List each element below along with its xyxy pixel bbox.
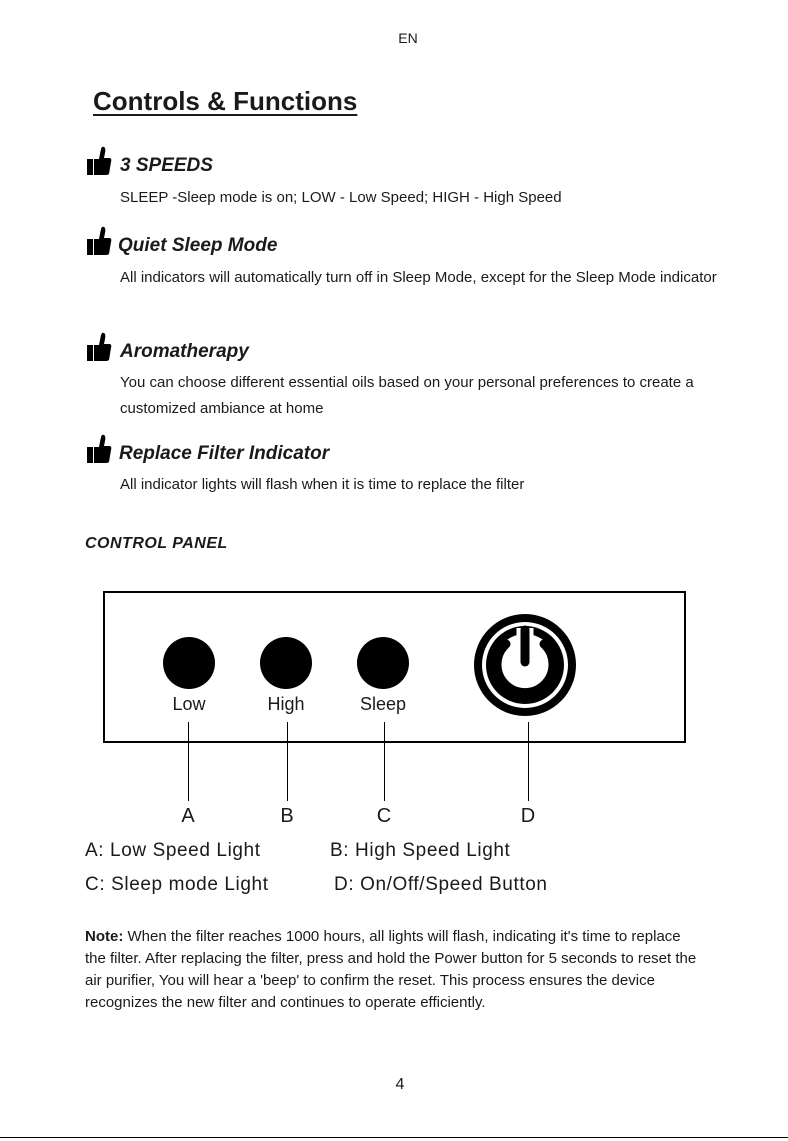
footer-divider <box>0 1137 788 1138</box>
thumbs-up-icon <box>86 226 112 256</box>
low-speed-light <box>163 637 215 689</box>
panel-label-low: Low <box>172 694 206 714</box>
language-tag: EN <box>398 30 418 46</box>
page-title: Controls & Functions <box>93 86 358 116</box>
feature-text-replace-filter: All indicator lights will flash when it is time to replace the filter <box>120 476 525 493</box>
note-text: When the filter reaches 1000 hours, all lights will flash, indicating it's time to replace the filter. After replacing the filter, press and hold the Power button for 5 seconds to reset the air purifier, You will hear a 'beep' to confirm the reset. This process ensures the device recognizes the new filter and continues to operate efficiently. <box>85 928 697 1011</box>
callout-letter-c: C <box>376 805 392 827</box>
feature-heading-speeds: 3 SPEEDS <box>120 155 213 176</box>
page-number: 4 <box>395 1076 405 1093</box>
thumbs-up-icon <box>86 332 112 362</box>
note-label: Note: <box>85 928 124 945</box>
thumbs-up-icon <box>86 434 112 464</box>
callout-letter-d: D <box>520 805 536 827</box>
legend-text: On/Off/Speed Button <box>360 874 548 895</box>
feature-text-speeds: SLEEP -Sleep mode is on; LOW - Low Speed; HIGH - High Speed <box>120 189 562 206</box>
high-speed-light <box>260 637 312 689</box>
legend-item-c <box>85 874 269 896</box>
callout-line-b <box>287 722 288 801</box>
legend-item-b <box>330 840 510 862</box>
callout-line-c <box>384 722 385 801</box>
callout-letter-a: A <box>181 805 195 827</box>
legend-key: B: <box>330 840 350 861</box>
feature-heading-aromatherapy: Aromatherapy <box>120 341 249 362</box>
panel-label-sleep: Sleep <box>359 694 407 714</box>
legend-item-d <box>334 874 548 896</box>
feature-heading-quiet-sleep: Quiet Sleep Mode <box>118 235 278 256</box>
legend-text: Sleep mode Light <box>111 874 269 895</box>
legend-key: A: <box>85 840 105 861</box>
power-button-icon <box>470 610 580 720</box>
note-paragraph <box>85 926 705 1014</box>
feature-heading-replace-filter: Replace Filter Indicator <box>119 443 330 464</box>
legend-key: D: <box>334 874 355 895</box>
feature-text-aromatherapy: You can choose different essential oils based on your personal preferences to create a customized ambiance at home <box>120 374 694 417</box>
legend-text: High Speed Light <box>355 840 511 861</box>
feature-text-quiet-sleep: All indicators will automatically turn off in Sleep Mode, except for the Sleep Mode indicator <box>120 269 717 286</box>
legend-key: C: <box>85 874 106 895</box>
callout-letter-b: B <box>280 805 294 827</box>
thumbs-up-icon <box>86 146 112 176</box>
panel-label-high: High <box>267 694 305 714</box>
callout-line-d <box>528 722 529 801</box>
control-panel-heading: CONTROL PANEL <box>85 535 228 552</box>
callout-line-a <box>188 722 189 801</box>
legend-item-a <box>85 840 261 862</box>
sleep-mode-light <box>357 637 409 689</box>
legend-text: Low Speed Light <box>110 840 261 861</box>
